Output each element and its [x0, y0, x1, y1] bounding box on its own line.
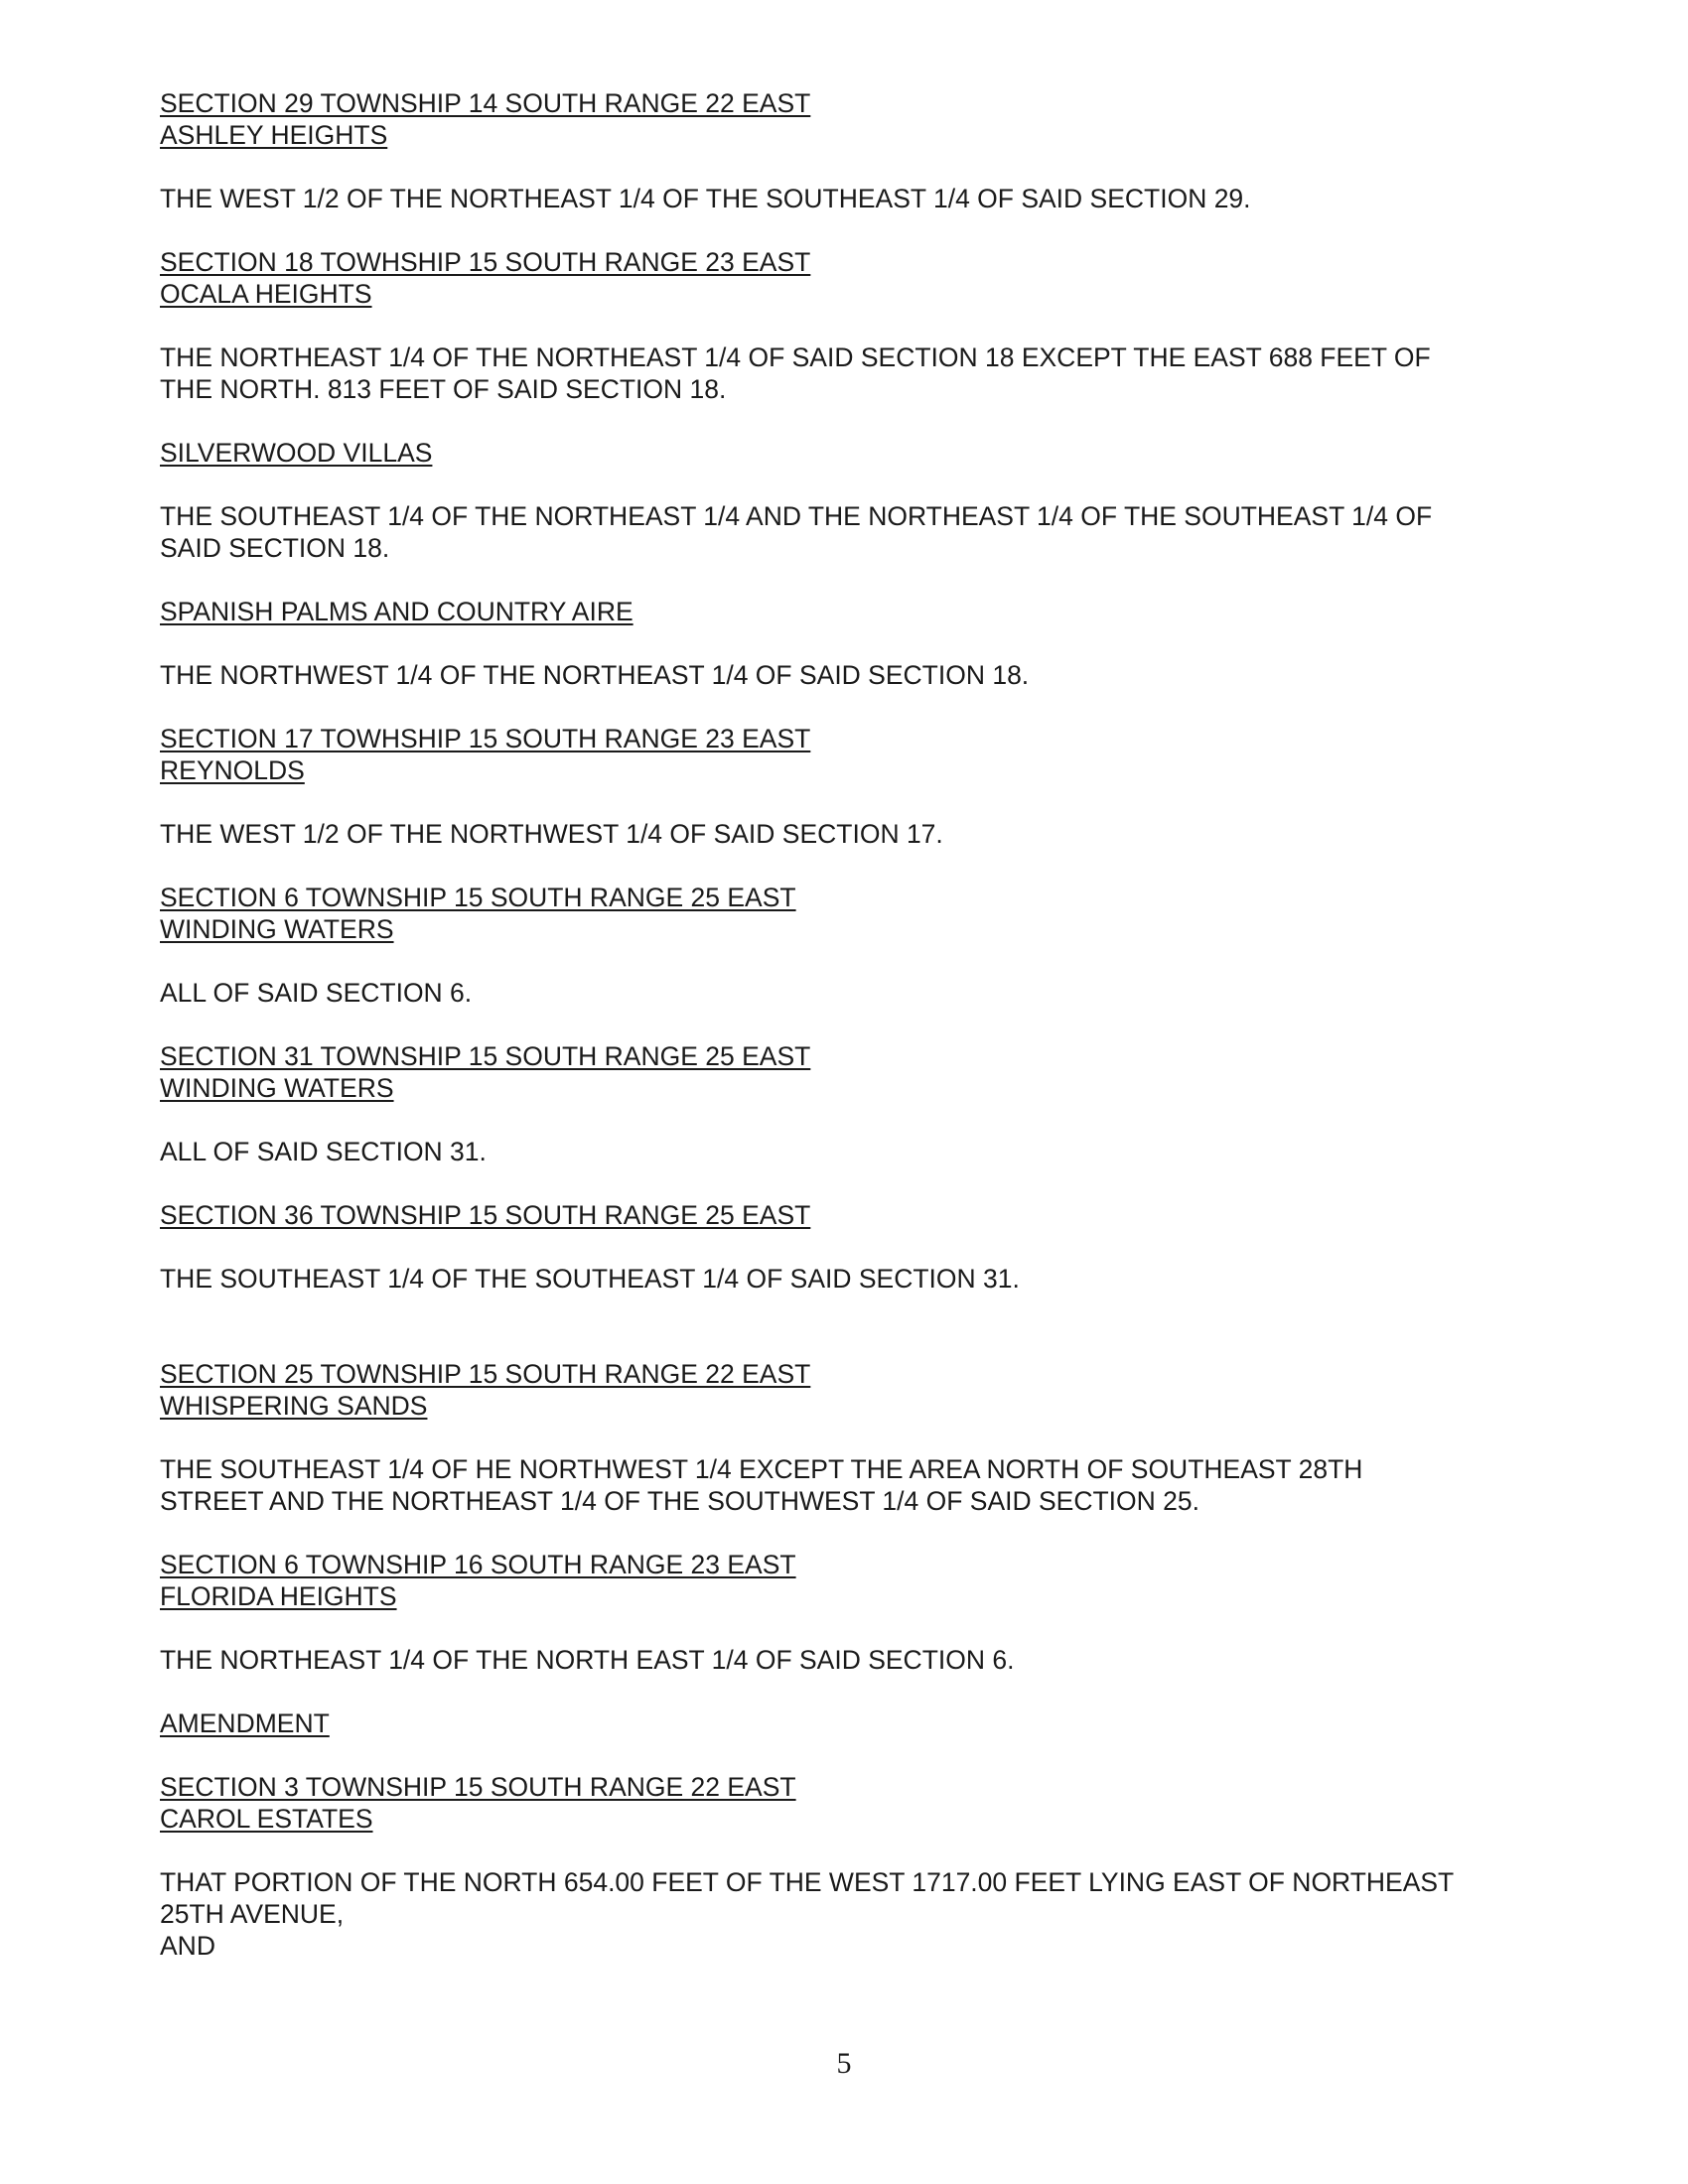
section-heading-block	[160, 1707, 1540, 1739]
section-heading-block	[160, 246, 1540, 310]
legal-description	[160, 1866, 1540, 1962]
legal-description-line: THAT PORTION OF THE NORTH 654.00 FEET OF THE WEST 1717.00 FEET LYING EAST OF NORTHEAST	[160, 1867, 1455, 1897]
legal-description	[160, 1453, 1540, 1517]
legal-description	[160, 977, 1540, 1009]
legal-description-line: ALL OF SAID SECTION 31.	[160, 1137, 487, 1166]
legal-description-line: THE WEST 1/2 OF THE NORTHEAST 1/4 OF THE SOUTHEAST 1/4 OF SAID SECTION 29.	[160, 184, 1251, 213]
document-body	[160, 87, 1540, 1993]
section-heading: SECTION 36 TOWNSHIP 15 SOUTH RANGE 25 EAST	[160, 1200, 811, 1230]
legal-description	[160, 818, 1540, 850]
section-heading: SECTION 25 TOWNSHIP 15 SOUTH RANGE 22 EAST	[160, 1359, 811, 1389]
legal-description	[160, 659, 1540, 691]
section-heading: SECTION 6 TOWNSHIP 16 SOUTH RANGE 23 EAST	[160, 1550, 796, 1579]
section-heading-block	[160, 437, 1540, 469]
section-heading-block	[160, 723, 1540, 786]
subdivision-name: FLORIDA HEIGHTS	[160, 1581, 397, 1611]
subdivision-name: WINDING WATERS	[160, 914, 394, 944]
legal-description-line: THE NORTH. 813 FEET OF SAID SECTION 18.	[160, 374, 727, 404]
blank-line	[160, 1326, 1540, 1358]
subdivision-name: WINDING WATERS	[160, 1073, 394, 1103]
legal-description-line: THE NORTHEAST 1/4 OF THE NORTH EAST 1/4 OF SAID SECTION 6.	[160, 1645, 1015, 1675]
legal-description	[160, 1136, 1540, 1167]
legal-description-line: ALL OF SAID SECTION 6.	[160, 978, 473, 1008]
legal-description-line: THE SOUTHEAST 1/4 OF THE NORTHEAST 1/4 AND THE NORTHEAST 1/4 OF THE SOUTHEAST 1/4 OF	[160, 501, 1433, 531]
section-heading: SECTION 17 TOWHSHIP 15 SOUTH RANGE 23 EAST	[160, 724, 811, 753]
section-heading-block	[160, 1199, 1540, 1231]
legal-description-line: THE NORTHWEST 1/4 OF THE NORTHEAST 1/4 OF SAID SECTION 18.	[160, 660, 1030, 690]
section-heading-block	[160, 1771, 1540, 1835]
subdivision-name: WHISPERING SANDS	[160, 1391, 428, 1421]
legal-description	[160, 1644, 1540, 1676]
section-heading: SECTION 3 TOWNSHIP 15 SOUTH RANGE 22 EAST	[160, 1772, 796, 1802]
section-heading: SILVERWOOD VILLAS	[160, 438, 433, 468]
section-heading: AMENDMENT	[160, 1708, 330, 1738]
legal-description	[160, 500, 1540, 564]
legal-description-line: THE WEST 1/2 OF THE NORTHWEST 1/4 OF SAID SECTION 17.	[160, 819, 943, 849]
section-heading-block	[160, 1549, 1540, 1612]
legal-description	[160, 1263, 1540, 1295]
page-number: 5	[836, 2047, 852, 2080]
section-heading-block	[160, 596, 1540, 627]
subdivision-name: REYNOLDS	[160, 755, 305, 785]
section-heading: SECTION 31 TOWNSHIP 15 SOUTH RANGE 25 EAST	[160, 1041, 811, 1071]
legal-description-line: STREET AND THE NORTHEAST 1/4 OF THE SOUTHWEST 1/4 OF SAID SECTION 25.	[160, 1486, 1199, 1516]
section-heading: SPANISH PALMS AND COUNTRY AIRE	[160, 597, 633, 626]
legal-description-line: AND	[160, 1931, 215, 1961]
legal-description-line: THE NORTHEAST 1/4 OF THE NORTHEAST 1/4 OF SAID SECTION 18 EXCEPT THE EAST 688 FEET OF	[160, 342, 1431, 372]
section-heading-block	[160, 87, 1540, 151]
subdivision-name: CAROL ESTATES	[160, 1804, 373, 1834]
section-heading-block	[160, 1358, 1540, 1422]
section-heading: SECTION 6 TOWNSHIP 15 SOUTH RANGE 25 EAST	[160, 883, 796, 912]
legal-description-line: THE SOUTHEAST 1/4 OF HE NORTHWEST 1/4 EXCEPT THE AREA NORTH OF SOUTHEAST 28TH	[160, 1454, 1363, 1484]
section-heading: SECTION 29 TOWNSHIP 14 SOUTH RANGE 22 EAST	[160, 88, 811, 118]
subdivision-name: ASHLEY HEIGHTS	[160, 120, 388, 150]
legal-description	[160, 183, 1540, 214]
section-heading: SECTION 18 TOWHSHIP 15 SOUTH RANGE 23 EAST	[160, 247, 811, 277]
legal-description-line: THE SOUTHEAST 1/4 OF THE SOUTHEAST 1/4 OF SAID SECTION 31.	[160, 1264, 1020, 1294]
legal-description	[160, 341, 1540, 405]
subdivision-name: OCALA HEIGHTS	[160, 279, 372, 309]
legal-description-line: 25TH AVENUE,	[160, 1899, 345, 1929]
section-heading-block	[160, 882, 1540, 945]
legal-description-line: SAID SECTION 18.	[160, 533, 390, 563]
section-heading-block	[160, 1040, 1540, 1104]
